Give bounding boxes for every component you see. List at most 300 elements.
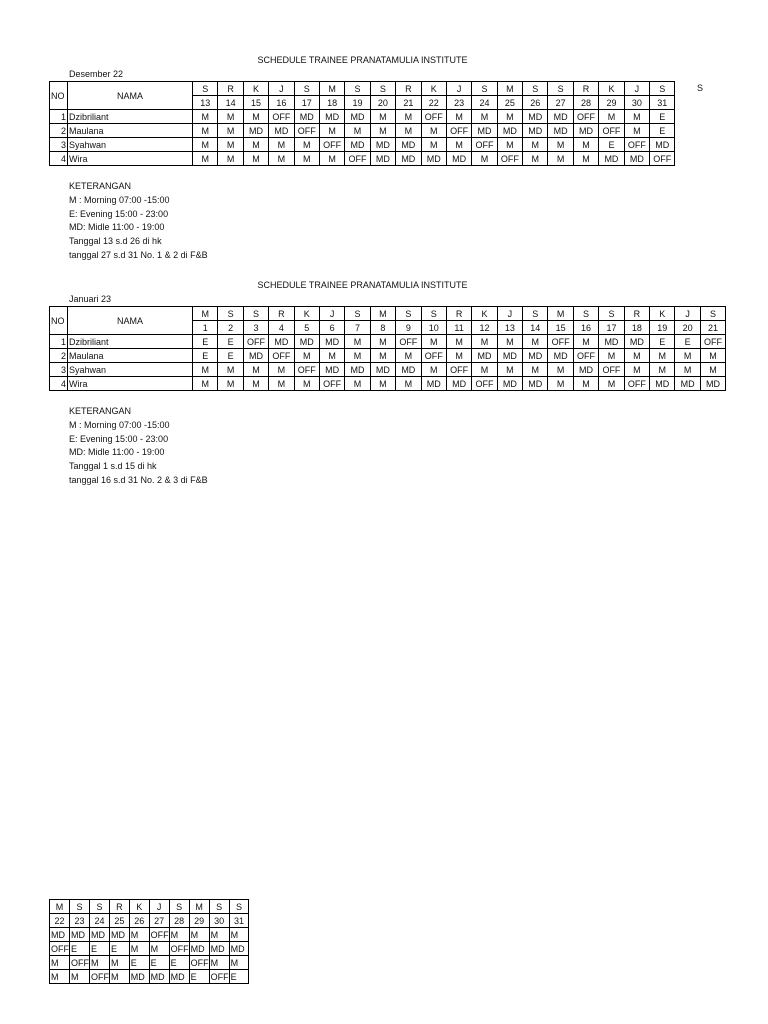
date-cell: 15	[548, 321, 573, 335]
date-cell: 31	[650, 96, 675, 110]
shift-cell: M	[573, 335, 598, 349]
shift-cell: M	[573, 152, 598, 166]
date-cell: 16	[269, 96, 294, 110]
date-cell: 28	[573, 96, 598, 110]
shift-cell: MD	[624, 152, 649, 166]
day-cell: R	[446, 307, 471, 321]
month-label-december: Desember 22	[69, 69, 124, 79]
shift-cell: M	[446, 349, 471, 363]
shift-cell: MD	[129, 970, 149, 984]
shift-cell: MD	[50, 928, 70, 942]
shift-cell: MD	[497, 377, 522, 391]
shift-cell: M	[243, 110, 268, 124]
date-cell: 27	[149, 914, 169, 928]
shift-cell: OFF	[573, 110, 598, 124]
shift-cell: MD	[189, 942, 209, 956]
day-cell: R	[218, 82, 243, 96]
day-cell: S	[523, 307, 548, 321]
shift-cell: M	[243, 363, 268, 377]
day-cell: J	[497, 307, 522, 321]
day-cell: R	[624, 307, 649, 321]
legend-line: MD: Midle 11:00 - 19:00	[69, 222, 165, 233]
shift-cell: M	[50, 956, 70, 970]
date-cell: 1	[193, 321, 218, 335]
day-cell: S	[209, 900, 229, 914]
day-cell: S	[573, 307, 598, 321]
header-row-days	[50, 307, 726, 321]
shift-cell: OFF	[170, 943, 189, 954]
shift-cell: M	[396, 377, 421, 391]
shift-cell: MD	[523, 377, 548, 391]
row-number: 2	[50, 349, 68, 363]
shift-cell: M	[189, 928, 209, 942]
shift-cell: MD	[294, 110, 319, 124]
shift-cell: E	[650, 124, 675, 138]
date-cell: 4	[269, 321, 294, 335]
trainee-name: Maulana	[68, 124, 193, 138]
shift-cell: M	[319, 152, 344, 166]
trainee-name: Syahwan	[68, 363, 193, 377]
shift-cell: M	[497, 363, 522, 377]
header-row-days	[50, 900, 249, 914]
shift-cell: OFF	[190, 957, 209, 968]
shift-cell: M	[319, 349, 344, 363]
shift-cell: MD	[472, 124, 497, 138]
shift-cell: M	[319, 124, 344, 138]
shift-cell: M	[446, 138, 471, 152]
shift-cell: OFF	[599, 363, 624, 377]
shift-cell: OFF	[269, 110, 294, 124]
shift-cell: MD	[396, 152, 421, 166]
shift-cell: OFF	[472, 377, 497, 391]
day-cell: J	[269, 82, 294, 96]
legend-line: M : Morning 07:00 -15:00	[69, 419, 170, 430]
shift-cell: M	[345, 335, 370, 349]
date-cell: 23	[70, 914, 90, 928]
shift-cell: MD	[345, 138, 370, 152]
day-cell: S	[243, 307, 268, 321]
day-cell: S	[169, 900, 189, 914]
shift-cell: OFF	[472, 138, 497, 152]
shift-cell: OFF	[71, 957, 89, 968]
date-cell: 20	[675, 321, 700, 335]
shift-cell: E	[169, 956, 189, 970]
day-cell: S	[193, 82, 218, 96]
shift-cell: M	[209, 956, 229, 970]
shift-cell: E	[193, 349, 218, 363]
header-nama: NAMA	[68, 82, 193, 110]
shift-cell: M	[497, 138, 522, 152]
day-cell: S	[90, 900, 110, 914]
header-no: NO	[50, 82, 68, 110]
date-cell: 5	[294, 321, 319, 335]
shift-cell: OFF	[294, 363, 319, 377]
shift-cell: M	[370, 377, 395, 391]
day-cell: K	[599, 82, 624, 96]
shift-cell: M	[218, 363, 243, 377]
shift-cell: E	[110, 942, 130, 956]
shift-cell: M	[218, 138, 243, 152]
row-number: 4	[50, 152, 68, 166]
shift-cell: E	[229, 970, 249, 984]
shift-cell: M	[193, 363, 218, 377]
shift-cell: OFF	[624, 138, 649, 152]
extra-day-label: S	[697, 83, 704, 93]
shift-cell: MD	[370, 363, 395, 377]
legend-line: Tanggal 1 s.d 15 di hk	[69, 461, 157, 472]
day-cell: R	[396, 82, 421, 96]
shift-cell: M	[110, 956, 130, 970]
shift-cell: M	[169, 928, 189, 942]
shift-cell: MD	[294, 335, 319, 349]
shift-cell: M	[345, 377, 370, 391]
shift-cell: M	[599, 377, 624, 391]
header-no: NO	[50, 307, 68, 335]
shift-cell: E	[189, 970, 209, 984]
shift-cell: MD	[229, 942, 249, 956]
date-cell: 19	[650, 321, 675, 335]
shift-cell: M	[523, 152, 548, 166]
date-cell: 3	[243, 321, 268, 335]
legend-line: M : Morning 07:00 -15:00	[69, 194, 170, 205]
shift-cell: M	[396, 110, 421, 124]
shift-cell: M	[345, 124, 370, 138]
shift-cell: MD	[70, 928, 90, 942]
shift-cell: M	[573, 138, 598, 152]
date-cell: 25	[497, 96, 522, 110]
shift-cell: M	[218, 124, 243, 138]
shift-cell: M	[218, 377, 243, 391]
schedule-table-december	[49, 81, 675, 166]
day-cell: M	[370, 307, 395, 321]
shift-cell: M	[573, 377, 598, 391]
shift-cell: M	[421, 124, 446, 138]
trainee-name: Wira	[68, 152, 193, 166]
shift-cell: OFF	[319, 377, 344, 391]
shift-cell: OFF	[150, 929, 169, 940]
date-cell: 26	[129, 914, 149, 928]
day-cell: M	[548, 307, 573, 321]
shift-cell: MD	[319, 110, 344, 124]
trainee-name: Wira	[68, 377, 193, 391]
table-row	[50, 928, 249, 942]
shift-cell: M	[675, 349, 700, 363]
shift-cell: M	[472, 152, 497, 166]
shift-cell: M	[700, 349, 725, 363]
date-cell: 23	[446, 96, 471, 110]
legend-december	[69, 180, 208, 263]
date-cell: 22	[421, 96, 446, 110]
shift-cell: M	[110, 970, 130, 984]
shift-cell: OFF	[210, 971, 229, 982]
shift-cell: M	[421, 138, 446, 152]
shift-cell: M	[193, 152, 218, 166]
row-number: 3	[50, 138, 68, 152]
shift-cell: M	[209, 928, 229, 942]
shift-cell: OFF	[446, 363, 471, 377]
shift-cell: OFF	[421, 349, 446, 363]
shift-cell: MD	[523, 349, 548, 363]
header-row-dates	[50, 914, 249, 928]
shift-cell: M	[497, 110, 522, 124]
shift-cell: MD	[599, 335, 624, 349]
table-row	[50, 152, 675, 166]
row-number: 3	[50, 363, 68, 377]
shift-cell: M	[624, 124, 649, 138]
date-cell: 17	[599, 321, 624, 335]
shift-cell: E	[70, 942, 90, 956]
table-row	[50, 124, 675, 138]
day-cell: R	[110, 900, 130, 914]
day-cell: J	[446, 82, 471, 96]
day-cell: J	[149, 900, 169, 914]
shift-cell: OFF	[51, 943, 69, 954]
row-number: 4	[50, 377, 68, 391]
shift-cell: M	[472, 363, 497, 377]
shift-cell: M	[243, 152, 268, 166]
shift-cell: OFF	[396, 335, 421, 349]
day-cell: S	[599, 307, 624, 321]
shift-cell: M	[218, 110, 243, 124]
shift-cell: MD	[169, 970, 189, 984]
legend-line: tanggal 16 s.d 31 No. 2 & 3 di F&B	[69, 474, 208, 485]
shift-cell: MD	[269, 124, 294, 138]
shift-cell: M	[370, 110, 395, 124]
shift-cell: M	[624, 349, 649, 363]
day-cell: S	[472, 82, 497, 96]
shift-cell: OFF	[599, 124, 624, 138]
shift-cell: E	[599, 138, 624, 152]
table-row	[50, 377, 726, 391]
shift-cell: MD	[548, 124, 573, 138]
shift-cell: M	[396, 124, 421, 138]
shift-cell: MD	[497, 349, 522, 363]
shift-cell: M	[421, 363, 446, 377]
shift-cell: M	[523, 335, 548, 349]
shift-cell: OFF	[421, 110, 446, 124]
shift-cell: OFF	[650, 152, 675, 166]
shift-cell: M	[548, 377, 573, 391]
shift-cell: MD	[599, 152, 624, 166]
shift-cell: M	[472, 335, 497, 349]
shift-cell: MD	[243, 124, 268, 138]
shift-cell: M	[193, 124, 218, 138]
day-cell: J	[319, 307, 344, 321]
day-cell: S	[700, 307, 725, 321]
shift-cell: M	[294, 349, 319, 363]
shift-cell: M	[229, 928, 249, 942]
shift-cell: MD	[573, 124, 598, 138]
day-cell: S	[218, 307, 243, 321]
shift-cell: M	[193, 110, 218, 124]
schedule-table-january	[49, 306, 726, 391]
shift-cell: M	[294, 152, 319, 166]
day-cell: J	[675, 307, 700, 321]
shift-cell: M	[129, 942, 149, 956]
shift-cell: M	[624, 110, 649, 124]
schedule-title-december: SCHEDULE TRAINEE PRANATAMULIA INSTITUTE	[257, 55, 468, 65]
shift-cell: MD	[243, 349, 268, 363]
row-number: 1	[50, 335, 68, 349]
shift-cell: E	[149, 956, 169, 970]
date-cell: 17	[294, 96, 319, 110]
date-cell: 12	[472, 321, 497, 335]
shift-cell: M	[446, 335, 471, 349]
date-cell: 29	[599, 96, 624, 110]
shift-cell: M	[523, 138, 548, 152]
shift-cell: OFF	[294, 124, 319, 138]
shift-cell: OFF	[319, 138, 344, 152]
date-cell: 19	[345, 96, 370, 110]
table-row	[50, 138, 675, 152]
shift-cell: MD	[345, 363, 370, 377]
day-cell: M	[189, 900, 209, 914]
date-cell: 8	[370, 321, 395, 335]
date-cell: 20	[370, 96, 395, 110]
shift-cell: E	[129, 956, 149, 970]
shift-cell: MD	[370, 152, 395, 166]
day-cell: R	[269, 307, 294, 321]
date-cell: 18	[624, 321, 649, 335]
table-row	[50, 110, 675, 124]
shift-cell: M	[229, 956, 249, 970]
shift-cell: MD	[149, 970, 169, 984]
shift-cell: M	[650, 349, 675, 363]
legend-heading: KETERANGAN	[69, 181, 132, 191]
shift-cell: MD	[269, 335, 294, 349]
table-row	[50, 363, 726, 377]
shift-cell: MD	[624, 335, 649, 349]
shift-cell: E	[193, 335, 218, 349]
date-cell: 13	[193, 96, 218, 110]
legend-line: E: Evening 15:00 - 23:00	[69, 433, 169, 444]
day-cell: M	[50, 900, 70, 914]
shift-cell: M	[193, 138, 218, 152]
header-row-days	[50, 82, 675, 96]
day-cell: K	[472, 307, 497, 321]
legend-line: Tanggal 13 s.d 26 di hk	[69, 236, 162, 247]
shift-cell: M	[370, 335, 395, 349]
date-cell: 30	[624, 96, 649, 110]
row-number: 2	[50, 124, 68, 138]
shift-cell: MD	[675, 377, 700, 391]
trainee-name: Dzibriliant	[68, 335, 193, 349]
shift-cell: M	[70, 970, 90, 984]
table-row	[50, 956, 249, 970]
shift-cell: MD	[396, 363, 421, 377]
shift-cell: MD	[548, 110, 573, 124]
shift-cell: M	[269, 138, 294, 152]
shift-cell: OFF	[269, 349, 294, 363]
shift-cell: OFF	[497, 152, 522, 166]
shift-cell: MD	[523, 110, 548, 124]
shift-cell: M	[269, 377, 294, 391]
shift-cell: OFF	[91, 971, 109, 982]
date-cell: 6	[319, 321, 344, 335]
day-cell: M	[193, 307, 218, 321]
shift-cell: M	[269, 152, 294, 166]
shift-cell: M	[370, 124, 395, 138]
legend-heading: KETERANGAN	[69, 406, 132, 416]
shift-cell: E	[675, 335, 700, 349]
shift-cell: M	[650, 363, 675, 377]
table-row	[50, 349, 726, 363]
day-cell: K	[421, 82, 446, 96]
row-number: 1	[50, 110, 68, 124]
shift-cell: OFF	[345, 152, 370, 166]
shift-cell: M	[624, 363, 649, 377]
shift-cell: M	[90, 956, 110, 970]
shift-cell: M	[396, 349, 421, 363]
day-cell: S	[650, 82, 675, 96]
shift-cell: M	[523, 363, 548, 377]
shift-cell: M	[243, 377, 268, 391]
table-row	[50, 335, 726, 349]
shift-cell: E	[650, 335, 675, 349]
shift-cell: M	[599, 110, 624, 124]
trainee-name: Maulana	[68, 349, 193, 363]
day-cell: K	[129, 900, 149, 914]
shift-cell: OFF	[446, 124, 471, 138]
header-nama: NAMA	[68, 307, 193, 335]
shift-cell: MD	[472, 349, 497, 363]
date-cell: 29	[189, 914, 209, 928]
shift-cell: MD	[319, 335, 344, 349]
shift-cell: MD	[90, 928, 110, 942]
day-cell: M	[497, 82, 522, 96]
trainee-name: Syahwan	[68, 138, 193, 152]
shift-cell: MD	[421, 377, 446, 391]
schedule-title-january: SCHEDULE TRAINEE PRANATAMULIA INSTITUTE	[257, 280, 468, 290]
date-cell: 15	[243, 96, 268, 110]
shift-cell: MD	[396, 138, 421, 152]
date-cell: 25	[110, 914, 130, 928]
shift-cell: M	[675, 363, 700, 377]
day-cell: K	[294, 307, 319, 321]
shift-cell: M	[700, 363, 725, 377]
day-cell: S	[345, 307, 370, 321]
date-cell: 28	[169, 914, 189, 928]
shift-cell: MD	[421, 152, 446, 166]
shift-cell: OFF	[573, 349, 598, 363]
shift-cell: MD	[370, 138, 395, 152]
shift-cell: OFF	[624, 377, 649, 391]
date-cell: 31	[229, 914, 249, 928]
shift-cell: MD	[446, 377, 471, 391]
shift-cell: M	[548, 363, 573, 377]
shift-cell: M	[345, 349, 370, 363]
date-cell: 16	[573, 321, 598, 335]
date-cell: 22	[50, 914, 70, 928]
table-row	[50, 942, 249, 956]
shift-cell: M	[193, 377, 218, 391]
table-row	[50, 970, 249, 984]
date-cell: 13	[497, 321, 522, 335]
shift-cell: OFF	[243, 335, 268, 349]
schedule-table-january-late	[49, 899, 249, 984]
shift-cell: M	[269, 363, 294, 377]
day-cell: R	[573, 82, 598, 96]
day-cell: S	[548, 82, 573, 96]
shift-cell: M	[218, 152, 243, 166]
date-cell: 24	[90, 914, 110, 928]
shift-cell: MD	[650, 377, 675, 391]
day-cell: S	[229, 900, 249, 914]
shift-cell: M	[243, 138, 268, 152]
day-cell: K	[243, 82, 268, 96]
day-cell: K	[650, 307, 675, 321]
shift-cell: M	[497, 335, 522, 349]
